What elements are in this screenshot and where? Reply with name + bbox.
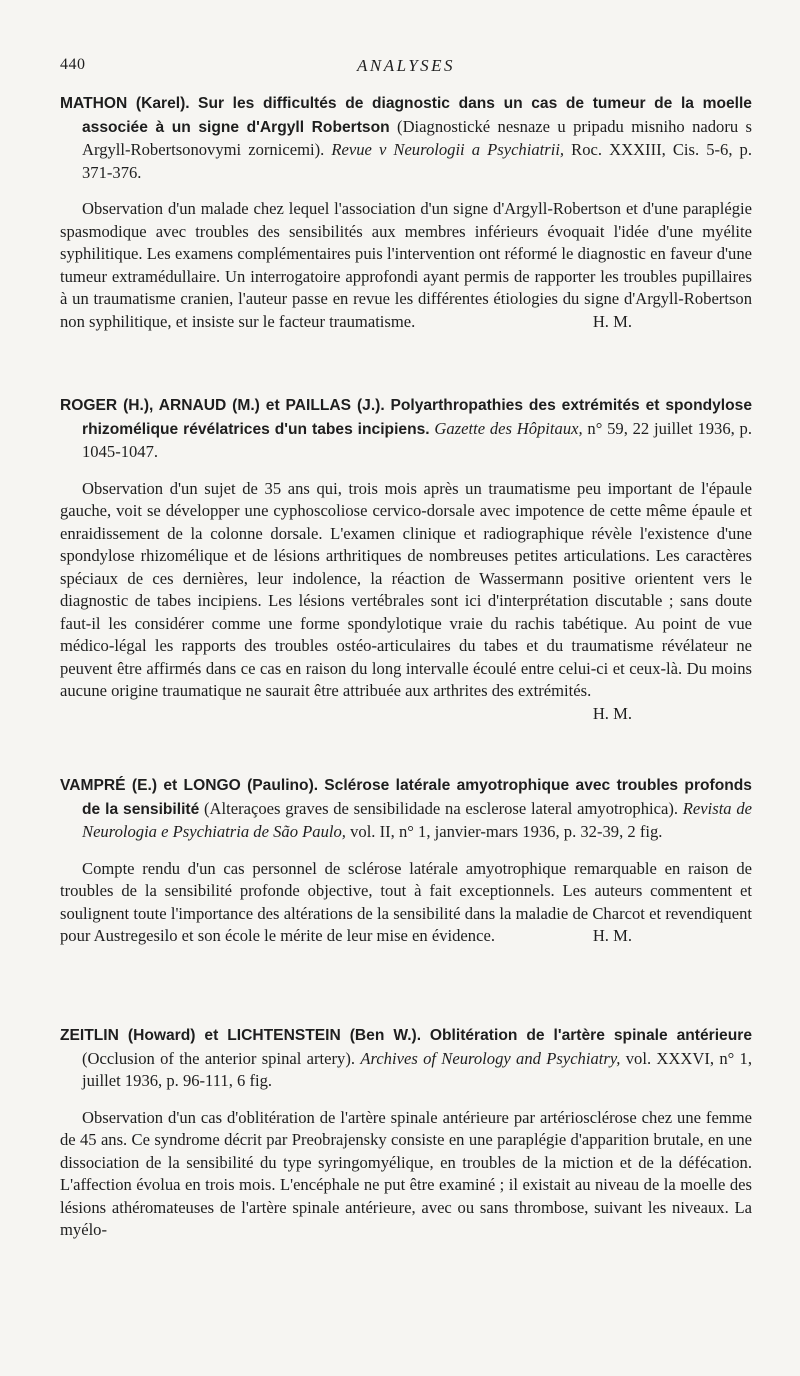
entry-journal: Archives of Neurology and Psychiatry,	[360, 1048, 621, 1068]
entry-title: Oblitération de l'artère spinale antérieure	[429, 1027, 752, 1044]
page-number: 440	[60, 56, 86, 73]
entry-title: Polyarthropathies des extrémités et spondylose rhizomélique révélatrices d'un tabes incipiens.	[82, 397, 752, 438]
entry-abstract	[60, 858, 752, 948]
entry-title: Sur les difficultés de diagnostic dans un cas de tumeur de la moelle associée à un signe d'Argyll Robertson	[82, 95, 752, 136]
abstract-text: Observation d'un malade chez lequel l'association d'un signe d'Argyll-Robertson et d'une paraplégie spasmodique avec troubles des sensibilités aux membres inférieurs évoquait l'idée d'une myélite syphilitique. Les examens complémentaires puis l'intervention ont réformé le diagnostic en faveur d'une tumeur extramédullaire. Un interrogatoire approfondi ayant permis de rapporter les troubles pupillaires à un traumatisme cranien, l'auteur passe en revue les différentes étiologies du signe d'Argyll-Robertson non syphilitique, et insiste sur le facteur traumatisme.	[60, 199, 752, 331]
entry-authors: ROGER (H.), ARNAUD (M.) et PAILLAS (J.).	[60, 397, 385, 414]
entry-citation: vol. XXXVI, n° 1, juillet 1936, p. 96-111, 6 fig.	[82, 1048, 752, 1090]
entry-original-title: (Diagnostické nesnaze u pripadu misniho nadoru s Argyll-Robertsonovymi zornicemi).	[82, 116, 753, 159]
entry-authors: VAMPRÉ (E.) et LONGO (Paulino).	[60, 777, 319, 794]
review-entry	[60, 774, 752, 948]
entry-heading	[60, 1024, 752, 1093]
entry-reviewer: H. M.	[592, 926, 632, 945]
entry-authors: MATHON (Karel).	[60, 95, 190, 112]
abstract-text: Observation d'un sujet de 35 ans qui, trois mois après un traumatisme peu important de l'épaule gauche, voit se développer une cyphoscoliose cervico-dorsale avec impotence de cette même épaule et enraidissement de la colonne dorsale. L'examen clinique et radiographique révèle l'existence d'une spondylose rhizomélique et de lésions arthritiques de nombreuses petites articulations. Les caractères spéciaux de ces dernières, leur indolence, la réaction de Wassermann positive orientent vers le diagnostic de tabes incipiens. Les lésions vertébrales sont ici d'interprétation discutable ; sans doute faut-il les considérer comme une forme spondylotique vraie du rachis tabétique. Au point de vue médico-légal les rapports des troubles ostéo-articulaires du tabes et du traumatisme révélateur ne peuvent être affirmés dans ce cas en raison du long intervalle écoulé entre celui-ci et ceux-là. Du moins aucune origine traumatique ne saurait être attribuée aux arthrites des extrémités.	[60, 478, 752, 700]
review-entry	[60, 1024, 752, 1242]
abstract-text: Compte rendu d'un cas personnel de sclérose latérale amyotrophique remarquable en raison de troubles de la sensibilité profonde objective, tout à fait exceptionnels. Les auteurs commentent et soulignent toute l'importance des altérations de la sensibilité dans la maladie de Charcot et revendiquent pour Austregesilo et son école le mérite de leur mise en évidence.	[60, 858, 752, 945]
entry-citation: n° 59, 22 juillet 1936, p. 1045-1047.	[82, 418, 752, 461]
entry-abstract	[60, 198, 752, 333]
review-entry	[60, 92, 752, 333]
entry-original-title: (Alteraçoes graves de sensibilidade na esclerose lateral amyotrophica).	[204, 798, 679, 818]
abstract-text: Observation d'un cas d'oblitération de l'artère spinale antérieure par artériosclérose chez une femme de 45 ans. Ce syndrome décrit par Preobrajensky consiste en une paraplégie d'apparition brutale, en une dissociation de la sensibilité du type syringomyélique, en troubles de la miction et de la défécation. L'affection évolua en trois mois. L'encéphale ne put être examiné ; il existait au niveau de la moelle des lésions athéromateuses de l'artère spinale antérieure, avec ou sans thrombose, suivant les niveaux. La myélo-	[60, 1107, 752, 1239]
entry-citation: vol. II, n° 1, janvier-mars 1936, p. 32-39, 2 fig.	[350, 822, 663, 841]
entry-heading	[60, 92, 752, 184]
entry-journal: Revista de Neurologia e Psychiatria de São Paulo,	[82, 798, 752, 841]
entry-abstract	[60, 1107, 752, 1242]
page-header	[60, 56, 752, 80]
entry-heading	[60, 774, 752, 844]
entry-original-title: (Occlusion of the anterior spinal artery).	[82, 1048, 356, 1068]
entry-reviewer: H. M.	[592, 311, 632, 331]
running-title: ANALYSES	[356, 56, 456, 75]
entry-heading	[60, 394, 752, 464]
entry-reviewer: H. M.	[592, 703, 632, 723]
entry-citation: Roc. XXXIII, Cis. 5-6, p. 371-376.	[82, 140, 752, 182]
entry-abstract	[60, 478, 752, 723]
entry-journal: Gazette des Hôpitaux,	[434, 418, 583, 438]
entry-journal: Revue v Neurologii a Psychiatrii,	[331, 140, 565, 159]
entry-authors: ZEITLIN (Howard) et LICHTENSTEIN (Ben W.).	[60, 1027, 422, 1044]
review-entry	[60, 394, 752, 725]
entry-title: Sclérose latérale amyotrophique avec troubles profonds de la sensibilité	[82, 777, 752, 818]
